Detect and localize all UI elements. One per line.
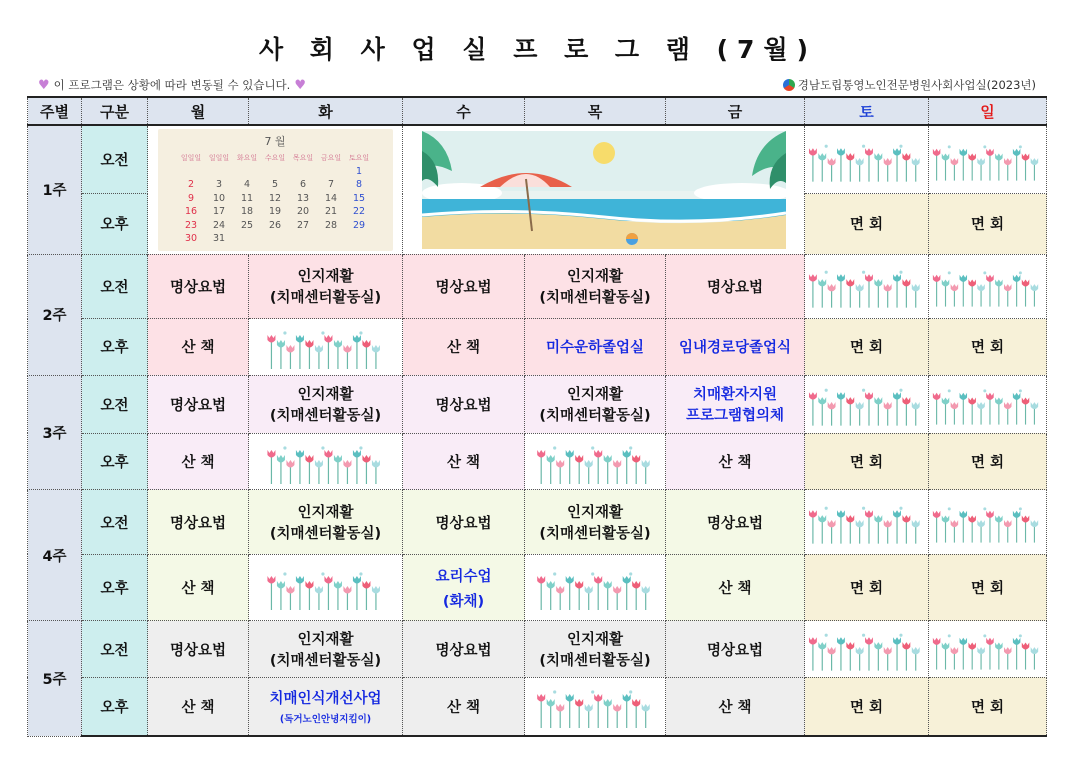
fri-am-program: 명상요법: [666, 490, 805, 555]
tue-pm-program: 치매인식개선사업 (독거노인안녕지킴이): [249, 677, 403, 736]
sat-am-decoration: [805, 125, 929, 194]
slot-pm: 오후: [82, 319, 148, 375]
sat-am-decoration: [805, 490, 929, 555]
sun-pm-visit: 면 회: [929, 433, 1047, 489]
sat-am-decoration: [805, 375, 929, 433]
tue-am-program: 인지재활 (치매센터활동실): [249, 375, 403, 433]
flower-decoration: [807, 627, 925, 671]
flower-decoration: [931, 382, 1043, 426]
fri-am-program: 치매환자지원 프로그램협의체: [666, 375, 805, 433]
fri-am-program: 명상요법: [666, 254, 805, 319]
flower-decoration: [931, 627, 1043, 671]
week-3-pm-row: [28, 433, 1047, 489]
header-week: 주별: [28, 97, 82, 125]
header-wed: 수: [403, 97, 525, 125]
flower-decoration: [528, 440, 662, 484]
organization-name: 경남도립통영노인전문병원사회사업실(2023년): [797, 78, 1036, 92]
header-sun: 일: [929, 97, 1047, 125]
calendar-image: 7 월 일일일 일일일 화요일 수요일 목요일 금요일 토요일 1 2 3 4 5 6 7 8 9 10 11 12 13 14 15 16 17 18 19 20 21 22 23 24 25 26 27 28 29 30 31: [158, 129, 393, 251]
wed-am-program: 명상요법: [403, 490, 525, 555]
mon-am-program: 명상요법: [148, 375, 249, 433]
flower-decoration: [807, 500, 925, 544]
mon-pm-program: 산 책: [148, 677, 249, 736]
thu-am-program: 인지재활 (치매센터활동실): [525, 375, 666, 433]
header-slot: 구분: [82, 97, 148, 125]
logo-icon: [783, 79, 795, 91]
mon-am-program: 명상요법: [148, 254, 249, 319]
flower-decoration: [252, 325, 399, 369]
mon-pm-program: 산 책: [148, 319, 249, 375]
tue-pm-decoration: [249, 433, 403, 489]
flower-decoration: [252, 440, 399, 484]
week-2-am-row: [28, 254, 1047, 319]
organization: [783, 77, 1036, 93]
tue-am-program: 인지재활 (치매센터활동실): [249, 254, 403, 319]
sun-pm-visit: 면 회: [929, 194, 1047, 254]
mon-pm-program: 산 책: [148, 433, 249, 489]
flower-decoration: [807, 382, 925, 426]
sun-am-decoration: [929, 125, 1047, 194]
fri-pm-program: 산 책: [666, 554, 805, 621]
calendar-cell: [148, 125, 403, 254]
wed-pm-program: 산 책: [403, 319, 525, 375]
mon-am-program: 명상요법: [148, 621, 249, 677]
sat-pm-visit: 면 회: [805, 319, 929, 375]
thu-pm-decoration: [525, 433, 666, 489]
week-4-pm-row: [28, 554, 1047, 621]
flower-decoration: [931, 138, 1043, 182]
beach-cell: [403, 125, 805, 254]
flower-decoration: [931, 264, 1043, 308]
sat-pm-visit: 면 회: [805, 194, 929, 254]
header-mon: 월: [148, 97, 249, 125]
thu-am-program: 인지재활 (치매센터활동실): [525, 254, 666, 319]
sat-pm-visit: 면 회: [805, 677, 929, 736]
mon-am-program: 명상요법: [148, 490, 249, 555]
wed-am-program: 명상요법: [403, 621, 525, 677]
week-2-pm-row: [28, 319, 1047, 375]
week-label: 5주: [28, 621, 82, 736]
week-3-am-row: [28, 375, 1047, 433]
slot-pm: 오후: [82, 554, 148, 621]
sat-pm-visit: 면 회: [805, 433, 929, 489]
header-sat: 토: [805, 97, 929, 125]
tue-pm-decoration: [249, 319, 403, 375]
sun-pm-visit: 면 회: [929, 554, 1047, 621]
thu-pm-decoration: [525, 677, 666, 736]
header-fri: 금: [666, 97, 805, 125]
flower-decoration: [807, 138, 925, 182]
wed-pm-program: 산 책: [403, 433, 525, 489]
sat-am-decoration: [805, 254, 929, 319]
sun-am-decoration: [929, 375, 1047, 433]
week-label: 3주: [28, 375, 82, 490]
fri-pm-program: 산 책: [666, 677, 805, 736]
flower-decoration: [931, 500, 1043, 544]
sun-am-decoration: [929, 490, 1047, 555]
thu-pm-decoration: [525, 554, 666, 621]
header-row: [28, 97, 1047, 125]
heart-icon: ♥: [294, 78, 306, 93]
beach-illustration: [422, 131, 786, 249]
tue-am-program: 인지재활 (치매센터활동실): [249, 490, 403, 555]
thu-pm-program: 미수운하졸업실: [525, 319, 666, 375]
week-5-pm-row: [28, 677, 1047, 736]
slot-am: 오전: [82, 375, 148, 433]
header-thu: 목: [525, 97, 666, 125]
flower-decoration: [252, 566, 399, 610]
schedule-table: [27, 96, 1047, 737]
flower-decoration: [807, 264, 925, 308]
wed-am-program: 명상요법: [403, 254, 525, 319]
slot-am: 오전: [82, 621, 148, 677]
week-label: 2주: [28, 254, 82, 375]
notice: [34, 77, 310, 93]
fri-pm-program: 산 책: [666, 433, 805, 489]
sun-pm-visit: 면 회: [929, 319, 1047, 375]
slot-pm: 오후: [82, 677, 148, 736]
thu-am-program: 인지재활 (치매센터활동실): [525, 621, 666, 677]
wed-pm-program: 요리수업 (화채): [403, 554, 525, 621]
week-label: 4주: [28, 490, 82, 621]
tue-am-program: 인지재활 (치매센터활동실): [249, 621, 403, 677]
week-4-am-row: [28, 490, 1047, 555]
fri-pm-program: 임내경로당졸업식: [666, 319, 805, 375]
sun-am-decoration: [929, 254, 1047, 319]
fri-am-program: 명상요법: [666, 621, 805, 677]
week-label: 1주: [28, 125, 82, 254]
slot-pm: 오후: [82, 194, 148, 254]
page-title: 사 회 사 업 실 프 로 그 램 (7월): [258, 35, 818, 64]
slot-am: 오전: [82, 254, 148, 319]
sun-pm-visit: 면 회: [929, 677, 1047, 736]
heart-icon: ♥: [38, 78, 50, 93]
slot-am: 오전: [82, 490, 148, 555]
sun-am-decoration: [929, 621, 1047, 677]
header-tue: 화: [249, 97, 403, 125]
week-5-am-row: [28, 621, 1047, 677]
flower-decoration: [528, 684, 662, 728]
sat-pm-visit: 면 회: [805, 554, 929, 621]
wed-pm-program: 산 책: [403, 677, 525, 736]
wed-am-program: 명상요법: [403, 375, 525, 433]
flower-decoration: [528, 566, 662, 610]
calendar-month: 7 월: [264, 134, 286, 148]
slot-pm: 오후: [82, 433, 148, 489]
notice-text: 이 프로그램은 상황에 따라 변동될 수 있습니다.: [53, 78, 291, 92]
slot-am: 오전: [82, 125, 148, 194]
tue-pm-decoration: [249, 554, 403, 621]
sat-am-decoration: [805, 621, 929, 677]
thu-am-program: 인지재활 (치매센터활동실): [525, 490, 666, 555]
week-1-am-row: [28, 125, 1047, 194]
mon-pm-program: 산 책: [148, 554, 249, 621]
